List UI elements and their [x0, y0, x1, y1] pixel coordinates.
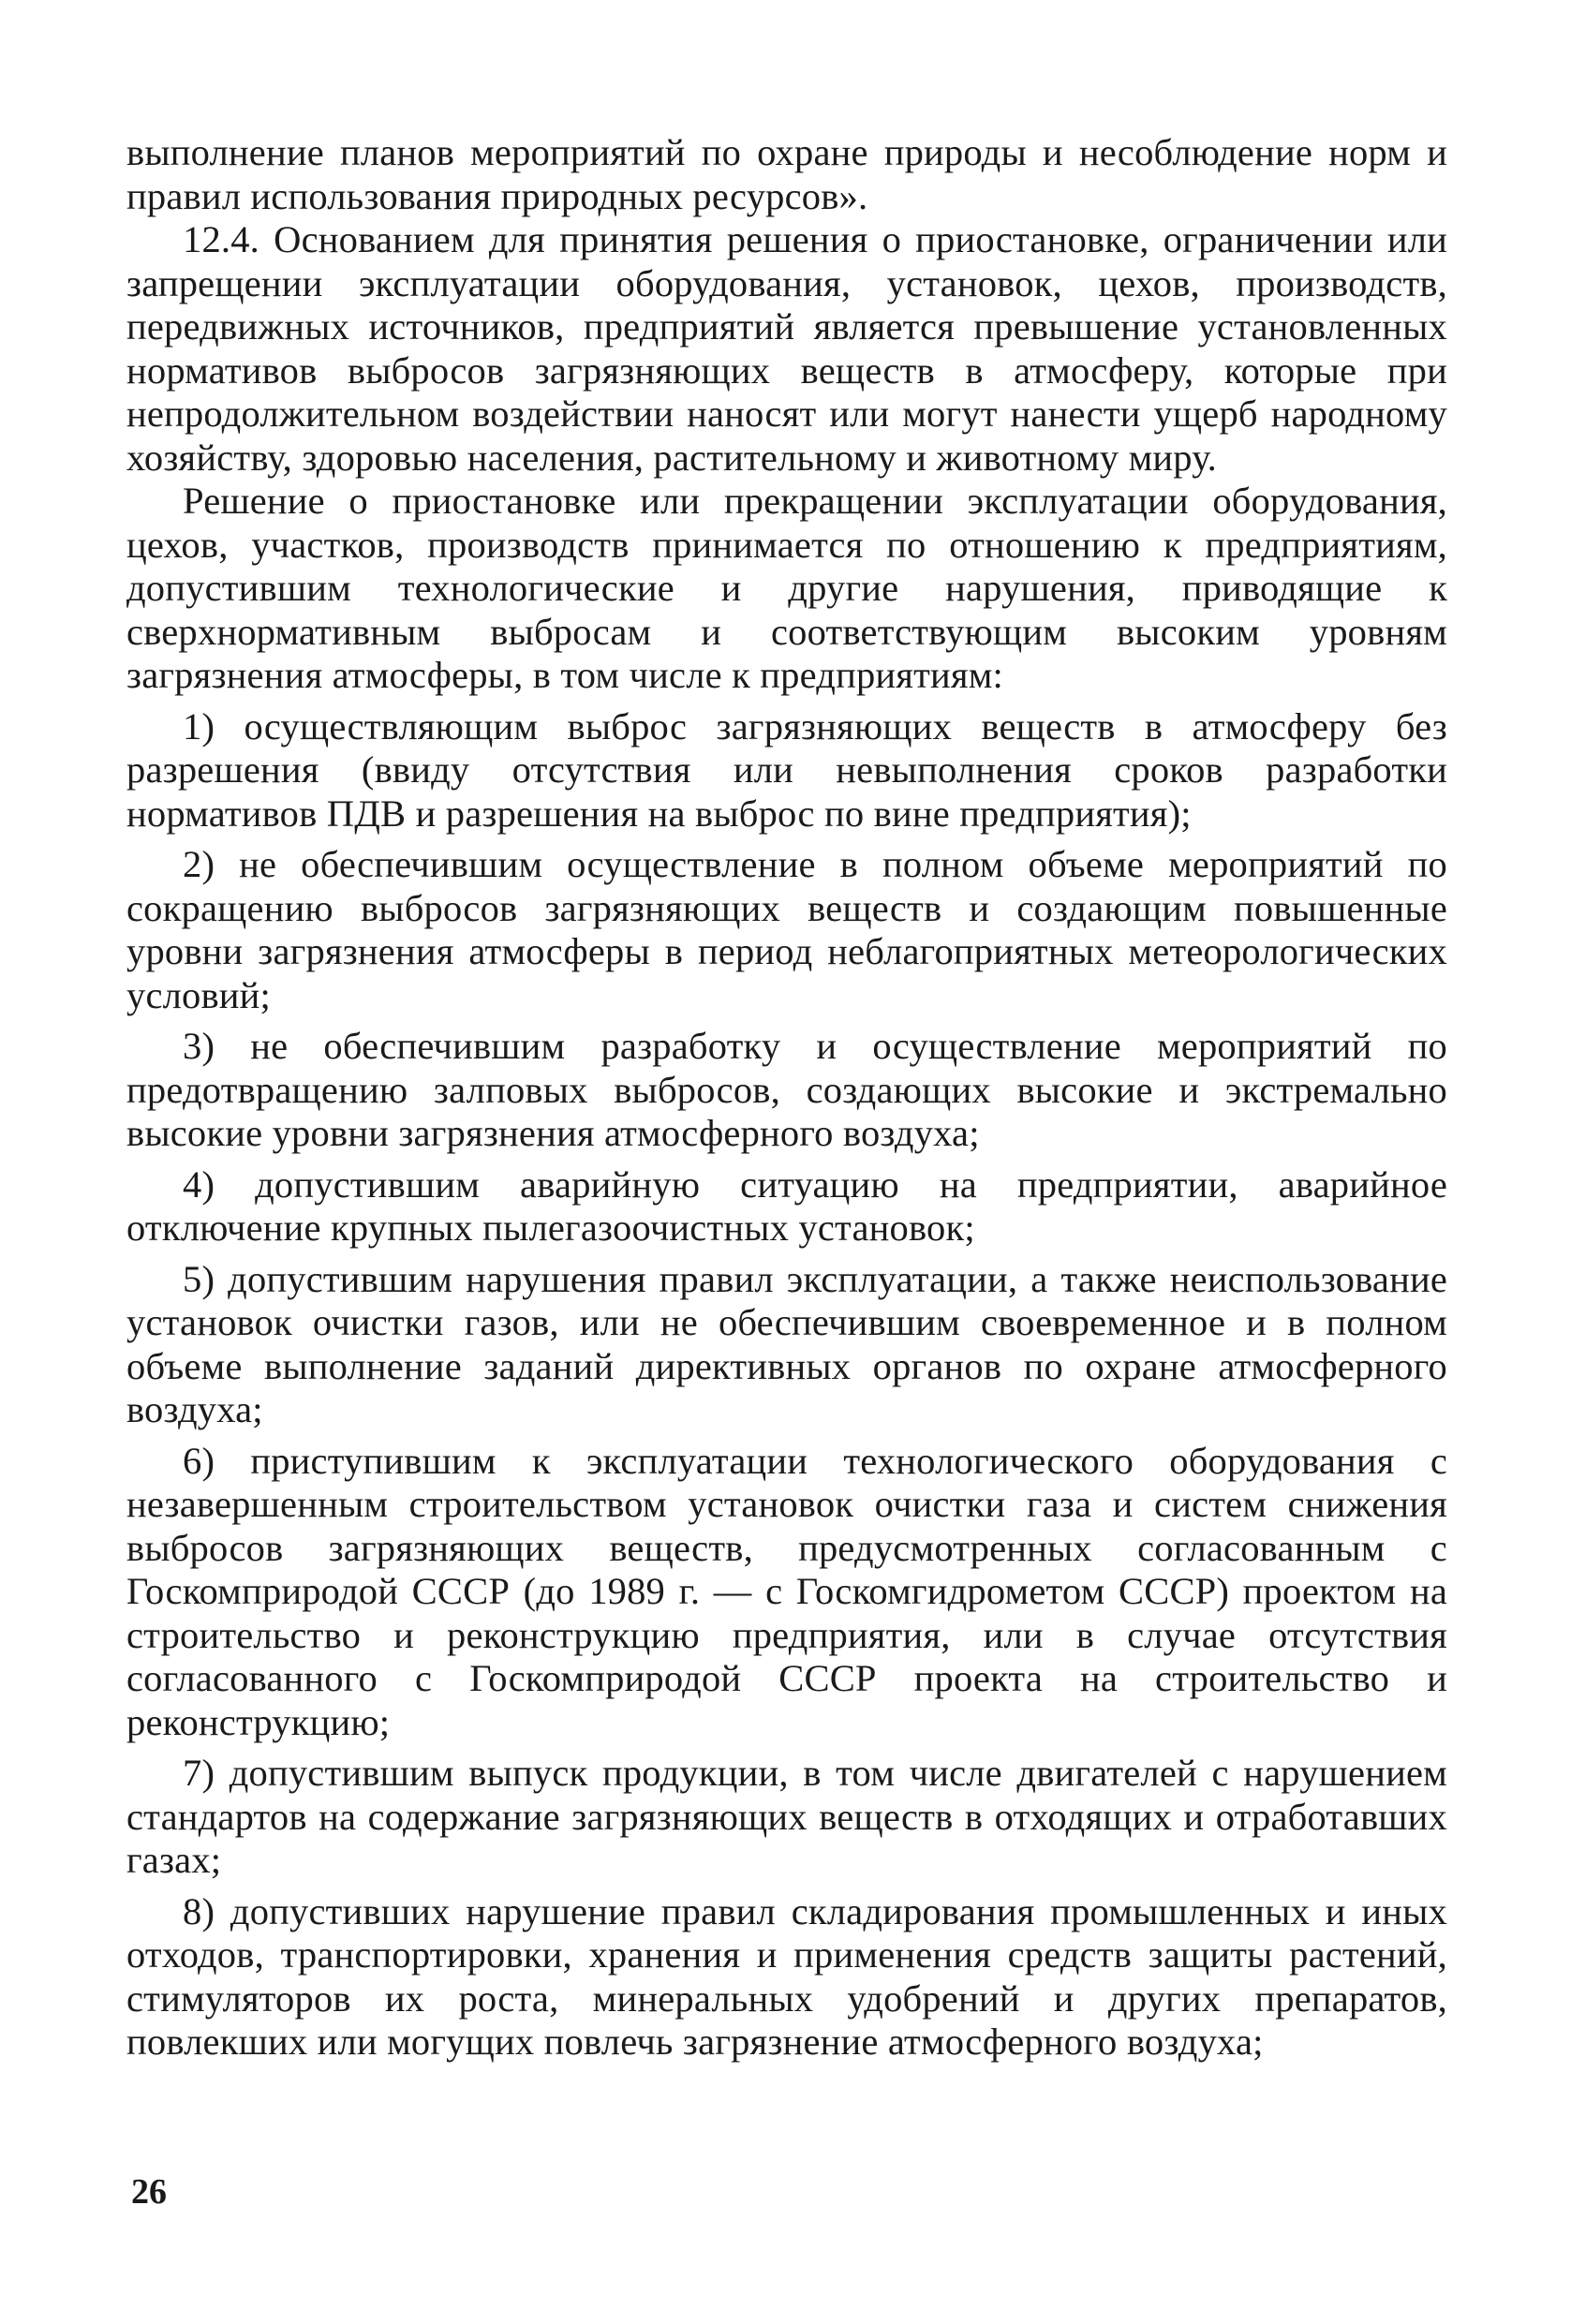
page-number: 26 — [131, 2172, 167, 2212]
list-item-5: 5) допустившим нарушения правил эксплуатации, а также неиспользование установок очистки газов, или не обеспечившим своевременное и в полном объеме выполнение заданий директивных органов по охране атмосферного воздуха; — [126, 1257, 1447, 1430]
list-item-4: 4) допустившим аварийную ситуацию на предприятии, аварийное отключение крупных пылегазоочистных установок; — [126, 1162, 1447, 1249]
list-item-7: 7) допустившим выпуск продукции, в том числе двигателей с нарушением стандартов на содержание загрязняющих веществ в отходящих и отработавших газах; — [126, 1752, 1447, 1881]
list-item-1: 1) осуществляющим выброс загрязняющих веществ в атмосферу без разрешения (ввиду отсутствия или невыполнения сроков разработки нормативов ПДВ и разрешения на выброс по вине предприятия); — [126, 704, 1447, 835]
list-item-2: 2) не обеспечившим осуществление в полном объеме мероприятий по сокращению выбросов загрязняющих веществ и создающим повышенные уровни загрязнения атмосферы в период неблагоприятных метеорологических условий; — [126, 843, 1447, 1016]
list-item-6: 6) приступившим к эксплуатации технологического оборудования с незавершенным строительством установок очистки газа и систем снижения выбросов загрязняющих веществ, предусмотренных согласованным с Госкомприродой СССР (до 1989 г. — с Госкомгидрометом СССР) проектом на строительство и реконструкцию предприятия, или в случае отсутствия согласованного с Госкомприродой СССР проекта на строительство и реконструкцию; — [126, 1439, 1447, 1743]
paragraph-12-4: 12.4. Основанием для принятия решения о приостановке, ограничении или запрещении эксплуатации оборудования, установок, цехов, производств, передвижных источников, предприятий является превышение установленных нормативов выбросов загрязняющих веществ в атмосферу, которые при непродолжительном воздействии наносят или могут нанести ущерб народному хозяйству, здоровью населения, растительному и животному миру. — [126, 218, 1447, 479]
page-body — [126, 131, 1447, 2065]
list-item-8: 8) допустивших нарушение правил складирования промышленных и иных отходов, транспортировки, хранения и применения средств защиты растений, стимуляторов их роста, минеральных удобрений и других препаратов, повлекших или могущих повлечь загрязнение атмосферного воздуха; — [126, 1889, 1447, 2063]
list-item-3: 3) не обеспечившим разработку и осуществление мероприятий по предотвращению залповых выбросов, создающих высокие и экстремально высокие уровни загрязнения атмосферного воздуха; — [126, 1025, 1447, 1154]
paragraph-continuation: выполнение планов мероприятий по охране природы и несоблюдение норм и правил использования природных ресурсов». — [126, 131, 1447, 217]
paragraph-decision: Решение о приостановке или прекращении эксплуатации оборудования, цехов, участков, производств принимается по отношению к предприятиям, допустившим технологические и другие нарушения, приводящие к сверхнормативным выбросам и соответствующим высоким уровням загрязнения атмосферы, в том числе к предприятиям: — [126, 480, 1447, 696]
